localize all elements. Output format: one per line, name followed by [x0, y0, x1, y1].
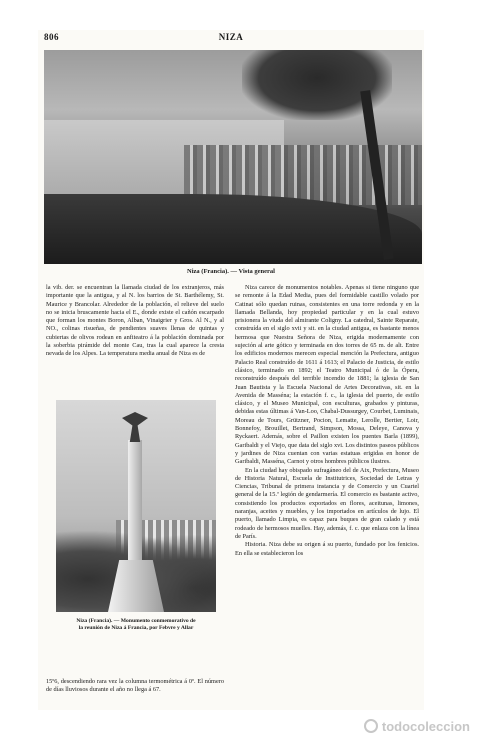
text-column-left-lower: [46, 678, 224, 695]
paragraph: En la ciudad hay obispado sufragáneo del de Aix, Prefectura, Museo de Historia Natural, Escuela de Institutrices, Sociedad de Letras y Ciencias, Tribunal de primera instancia y de Comercio y un Cuartel general de la 15.ª legión de gendarmería. El comercio es bastante activo, consistiendo los productos exportados en flores, aceitunas, limones, naranjas, aceites y muebles, y los importados en artículos de lujo. El puerto, llamado Limpia, es capaz para buques de gran calado y está rodeado de hermosos muelles. Hay, además, f. c. que enlaza con la línea de París.: [235, 466, 419, 540]
photo-column: [128, 440, 142, 560]
watermark-text: todocoleccion: [381, 718, 470, 734]
caption-monument-line2: la reunión de Niza á Francia, por Febvre y Allar: [78, 625, 194, 631]
caption-general-view: Niza (Francia). — Vista general: [187, 268, 275, 275]
text-column-right: [235, 284, 419, 558]
caption-monument-line1: Niza (Francia). — Monumento conmemorativo de: [76, 618, 196, 624]
paragraph: Niza carece de monumentos notables. Apenas si tiene ninguno que se remonte á la Edad Media, pues del formidable castillo volado por Catinat sólo quedan ruinas, consistentes en una torre redonda y en la llamada Bellanda, hoy propiedad particular y en la cual estuvo prisionera la viuda del almirante Coligny. La catedral, Sainte Reparate, construída en el siglo xvii y sit. en la ciudad antigua, es bastante menos hermosa que Nuestra Señora de Niza, erigida modernamente con sujeción al arte gótico y terminada en dos torres de 65 m. de alt. Entre los edificios modernos merecen especial mención la Prefectura, antiguo Palacio Real construído de 1611 á 1613; el Palacio de Justicia, de estilo clásico, terminado en 1892; el Teatro Municipal ó de la Ópera, reconstruído después del terrible incendio de 1881; la iglesia de San Juan Bautista y la Escuela Nacional de Artes Decorativas, sit. en la Avenida de Masséna; la estación f. c., la iglesia del puerto, de estilo clásico, y el Museo Municipal, con esculturas, grabados y pinturas, debidas estas últimas á Van-Loo, Chabal-Dussurgey, Courbet, Luminais, Moreau de Tours, Grützner, Pocion, Lematte, Lerolle, Bertier, Loir, Bonnefoy, Brouillet, Bertrand, Simpson, Mossa, Deleye, Canova y Ryckaert. Además, sobre el Paillon existen los puentes Barla (1899), Garibaldi y el Viejo, que data del siglo xvi. Los distintos paseos públicos y jardines de Niza cuentan con varias estatuas erigidas en honor de Garibaldi, Masséna, Carnot y otros hombres públicos ilustres.: [235, 284, 419, 466]
page-header: [38, 32, 424, 46]
watermark-logo-icon: [364, 719, 378, 733]
paragraph: 15º6, descendiendo rara vez la columna termométrica á 0º. El número de días lluviosos durante el año no llega á 67.: [46, 678, 224, 694]
watermark: [364, 718, 470, 734]
page-number: 806: [44, 32, 59, 42]
running-head: NIZA: [218, 32, 244, 42]
photo-statue: [122, 412, 148, 442]
text-column-left-upper: [46, 284, 224, 359]
paragraph: la vib. der. se encuentran la llamada ciudad de los extranjeros, más importante que la antigua, y al N. los barrios de St. Barthélemy, St. Maurice y Brancolar. Alrededor de la población, el relieve del suelo no se inicia bruscamente hacia el E., donde existe el cañón escarpado que forman los montes Boron, Alban, Vinaigrier y Gros. Al N., y al NO., colinas risueñas, de pendientes suaves llenas de quintas y cubiertas de olivos rodean en anfiteatro á la población dominada por la soberbia pirámide del monte Cau, tras la cual aparece la cresta nevada de los Alpes. La temperatura media anual de Niza es de: [46, 284, 224, 358]
caption-monument: [52, 618, 220, 632]
book-page: [38, 30, 424, 710]
paragraph: Historia. Niza debe su origen á su puerto, fundado por los fenicios. En ella se establecieron los: [235, 541, 419, 557]
photo-general-view: [44, 50, 422, 264]
photo-monument: [56, 400, 216, 612]
